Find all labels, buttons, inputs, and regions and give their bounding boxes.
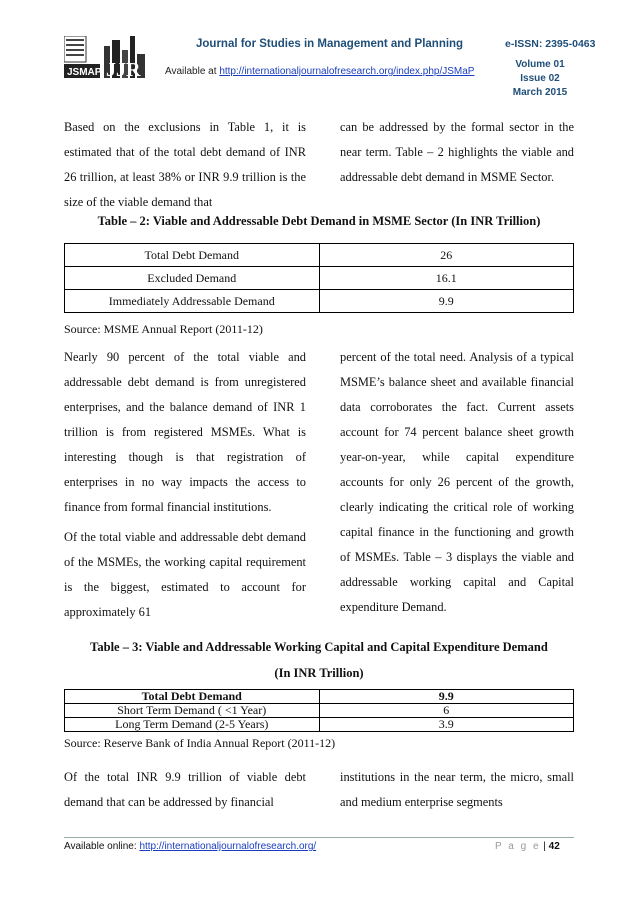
page-header (0, 0, 638, 100)
table-header-row (65, 690, 574, 704)
table-2-source: Source: MSME Annual Report (2011-12) (64, 322, 263, 336)
text-block: Of the total viable and addressable debt demand of the MSMEs, the working capital requirement is the biggest, estimated to account for approximately 61 (64, 530, 306, 619)
table-cell: Immediately Addressable Demand (65, 290, 320, 313)
journal-url-link[interactable]: http://internationaljournalofresearch.org/index.php/JSMaP (219, 66, 475, 77)
table-cell: Total Debt Demand (65, 244, 320, 267)
table-3-source: Source: Reserve Bank of India Annual Report (2011-12) (64, 736, 336, 750)
svg-text:JSMAP: JSMAP (67, 67, 102, 78)
table-row (65, 704, 574, 718)
footer-available-prefix: Available online: (64, 841, 137, 852)
table-cell: 3.9 (319, 718, 574, 732)
issue-date: March 2015 (512, 87, 568, 98)
table-cell: 9.9 (319, 290, 574, 313)
page-label: P a g e (495, 841, 541, 852)
text-block: Of the total INR 9.9 trillion of viable debt demand that can be addressed by financial (64, 770, 306, 809)
table-3-caption-line-1: Table – 3: Viable and Addressable Working Capital and Capital Expenditure Demand (90, 640, 548, 654)
available-prefix: Available at (165, 66, 217, 77)
paragraph-2-left (64, 345, 306, 625)
table-cell: 16.1 (319, 267, 574, 290)
table-row (65, 718, 574, 732)
table-3-caption (64, 634, 574, 686)
text-block: percent of the total need. Analysis of a typical MSME’s balance sheet and available financial data corroborates the fact. Current assets account for 74 percent balance sheet growth year-on-year, while capital expenditure accounts for only 26 percent of the growth, clearly indicating the critical role of working capital finance in the functioning and growth of MSMEs. Table – 3 displays the viable and addressable working capital and Capital expenditure Demand. (340, 350, 574, 614)
table-row (65, 267, 574, 290)
table-cell: Total Debt Demand (65, 690, 320, 704)
footer-divider (64, 837, 574, 838)
table-2-caption: Table – 2: Viable and Addressable Debt Demand in MSME Sector (In INR Trillion) (97, 214, 541, 228)
footer-url-link[interactable]: http://internationaljournalofresearch.org/ (139, 841, 317, 852)
table-cell: Excluded Demand (65, 267, 320, 290)
volume-info (507, 58, 573, 100)
paragraph-3-right (340, 765, 574, 815)
table-cell: 6 (319, 704, 574, 718)
issn: e-ISSN: 2395-0463 (505, 38, 596, 50)
table-row (65, 290, 574, 313)
table-3-caption-line-2: (In INR Trillion) (274, 666, 364, 680)
page-number: P a g e | 42 (495, 841, 560, 852)
text-block: can be addressed by the formal sector in the near term. Table – 2 highlights the viable and addressable debt demand in MSME Sector. (340, 120, 574, 184)
table-cell: 9.9 (319, 690, 574, 704)
svg-text:JJR: JJR (106, 59, 141, 80)
paragraph-1-right (340, 115, 574, 190)
table-2 (64, 243, 574, 313)
paragraph-2-right (340, 345, 574, 620)
paragraph-1-left (64, 115, 306, 215)
volume-issue: Volume 01 Issue 02 (515, 59, 565, 84)
paragraph-3-left (64, 765, 306, 815)
table-3 (64, 689, 574, 732)
availability-line (165, 66, 474, 77)
text-block: Nearly 90 percent of the total viable and addressable debt demand is from unregistered enterprises, and the balance demand of INR 1 trillion is from registered MSMEs. What is interesting though is that registration of enterprises in no way impacts the access to finance from formal financial institutions. (64, 350, 306, 514)
table-cell: Long Term Demand (2-5 Years) (65, 718, 320, 732)
page-number-value: 42 (548, 841, 560, 852)
table-cell: Short Term Demand ( <1 Year) (65, 704, 320, 718)
journal-title: Journal for Studies in Management and Planning (196, 38, 464, 50)
table-cell: 26 (319, 244, 574, 267)
text-block: institutions in the near term, the micro, small and medium enterprise segments (340, 770, 574, 809)
jsmap-logo (64, 36, 152, 80)
text-block: Based on the exclusions in Table 1, it is estimated that of the total debt demand of INR 26 trillion, at least 38% or INR 9.9 trillion is the size of the viable demand that (64, 120, 306, 209)
table-row (65, 244, 574, 267)
footer-availability (64, 841, 316, 852)
